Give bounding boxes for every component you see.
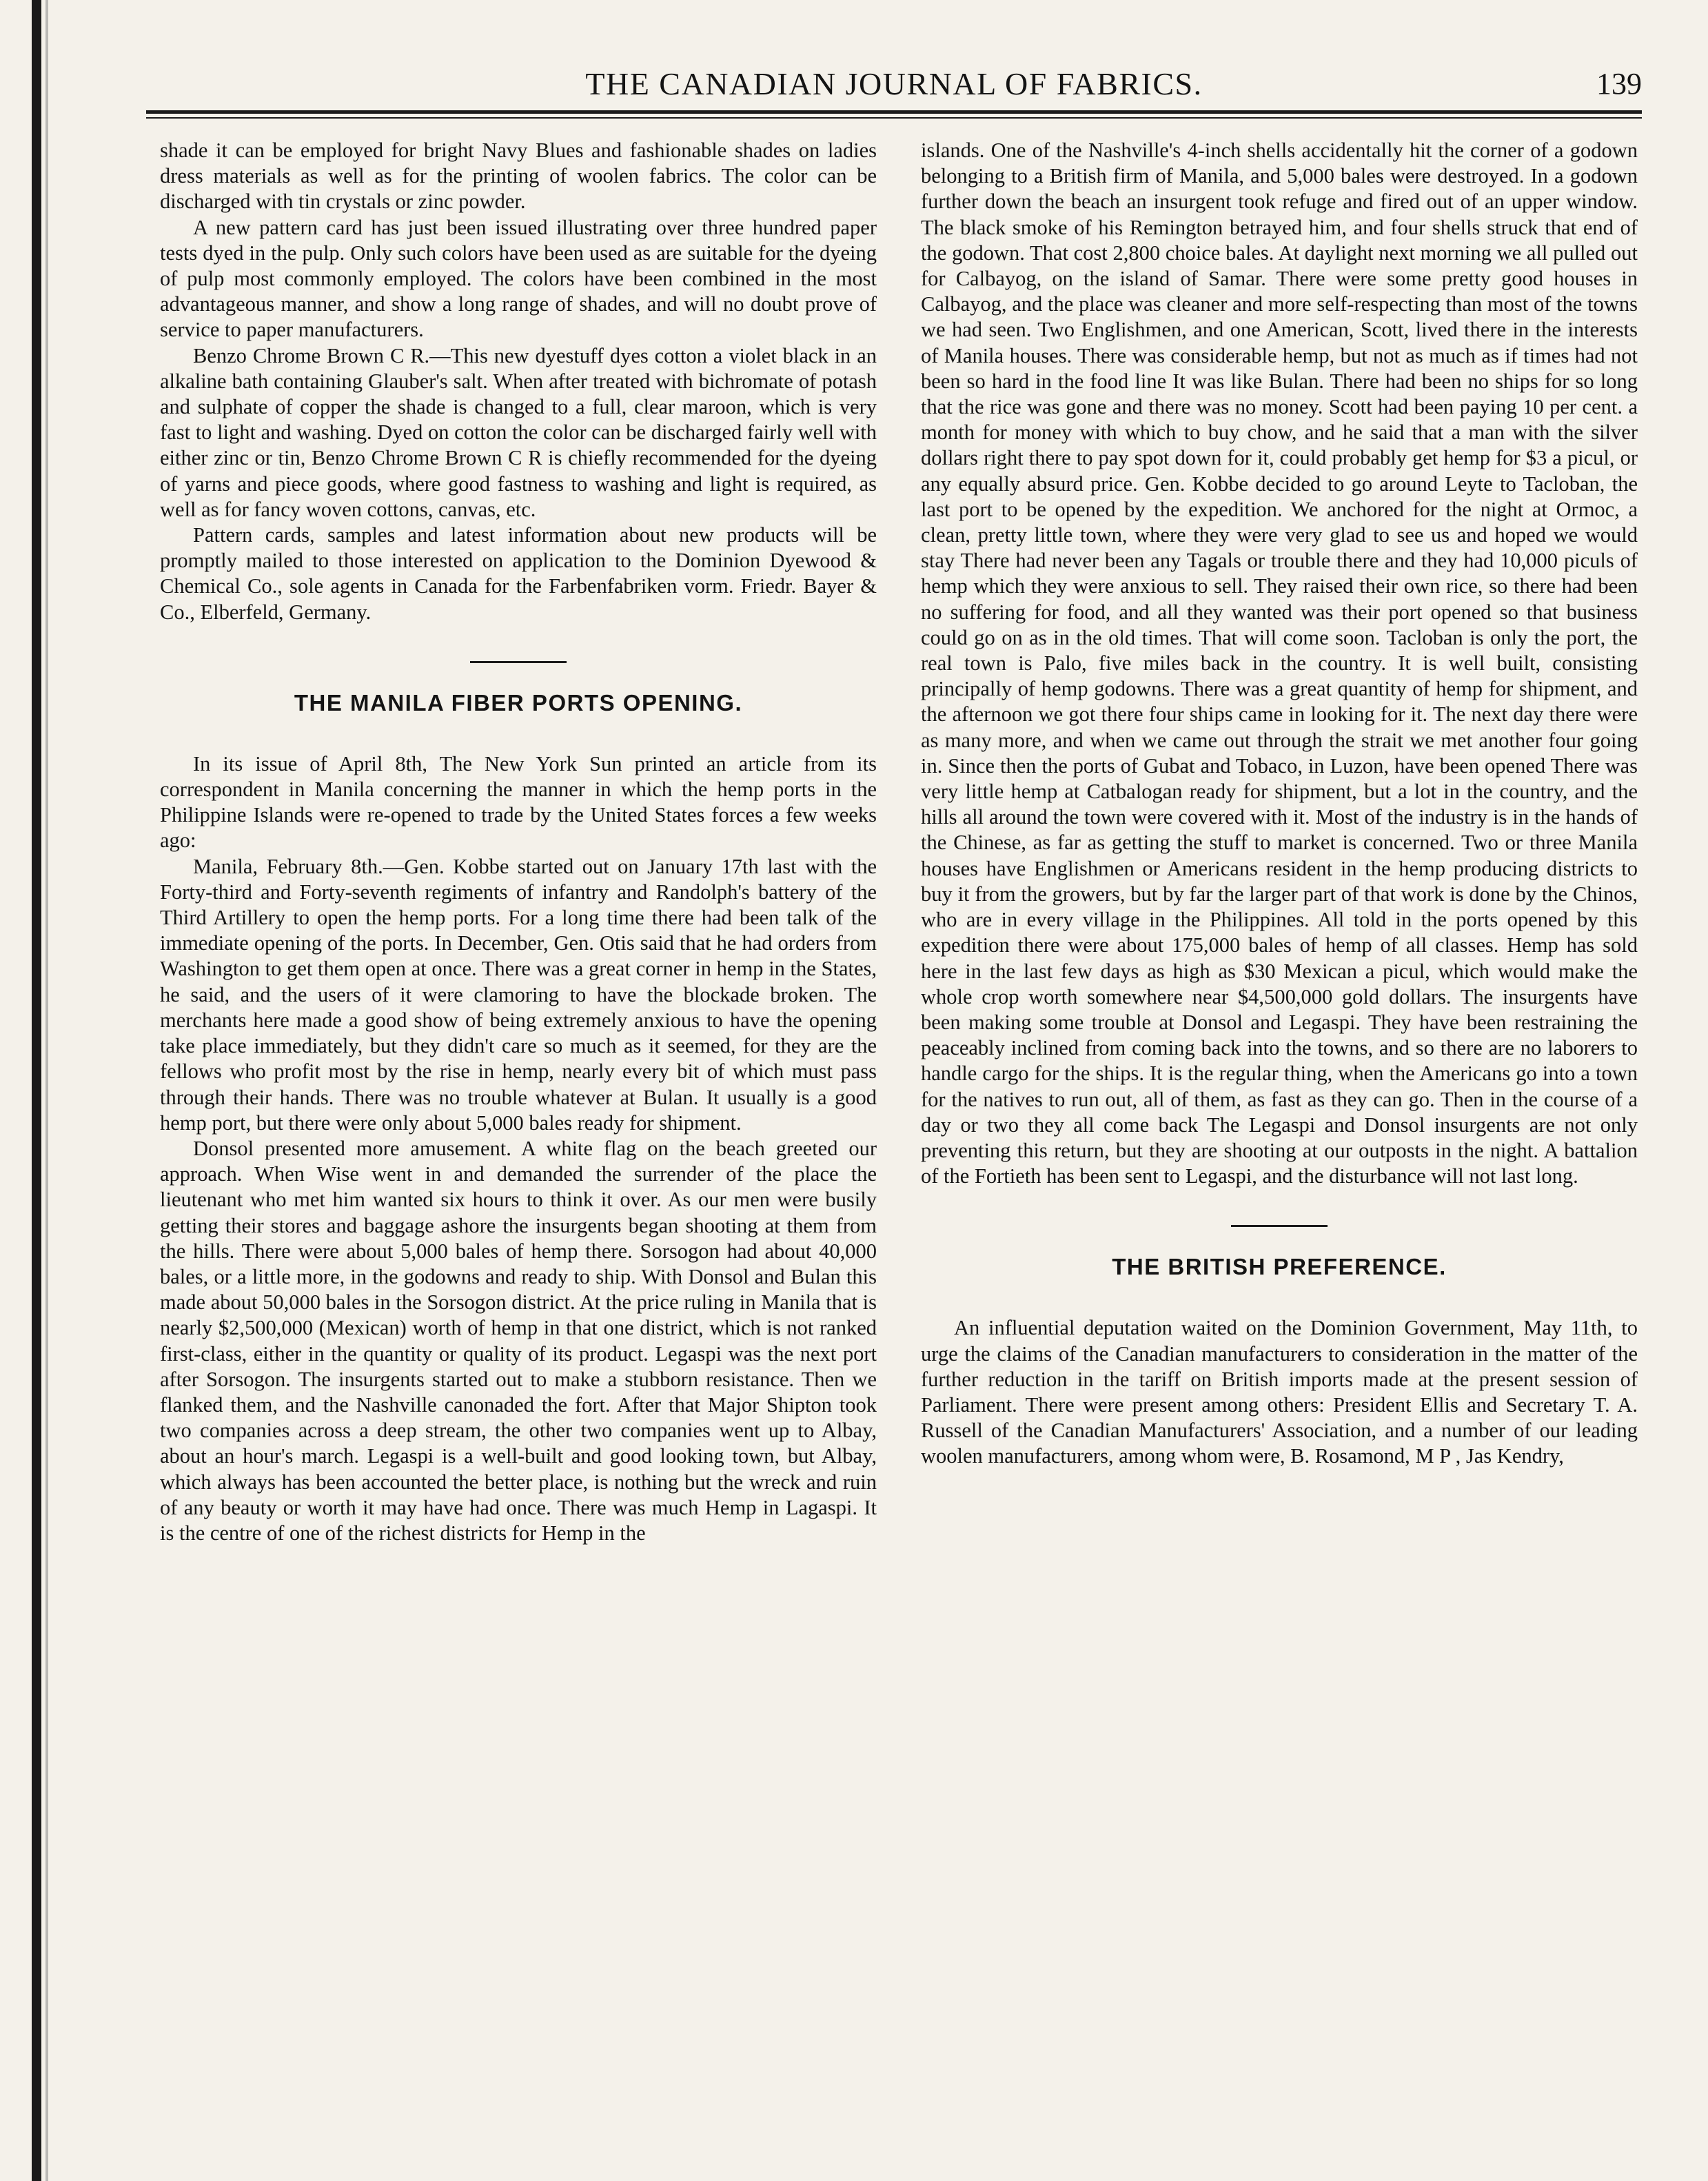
paragraph: islands. One of the Nashville's 4-inch shells accidentally hit the corner of a godown belonging to a British firm of Manila, and 5,000 bales were destroyed. In a godown further down the beach an insurgent took refuge and fired out of an upper window. The black smoke of his Remington betrayed him, and four shells struck that end of the godown. That cost 2,800 choice bales. At daylight next morning we all pulled out for Calbayog, on the island of Samar. There were some pretty good houses in Calbayog, and the place was cleaner and more self-respecting than most of the towns we had seen. Two Englishmen, and one American, Scott, lived there in the interests of Manila houses. There was considerable hemp, but not as much as if times had not been so hard in the food line It was like Bulan. There had been no ships for so long that the rice was gone and there was no money. Scott had been paying 10 per cent. a month for money with which to buy chow, and he said that a man with the silver dollars right there to pay spot down for it, could probably get hemp for $3 a picul, or any equally absurd price. Gen. Kobbe decided to go around Leyte to Tacloban, the last port to be opened by the expedition. We anchored for the night at Ormoc, a clean, pretty little town, where they were very glad to see us and hoped we would stay There had never been any Tagals or trouble there and they had 10,000 piculs of hemp which they were anxious to sell. They raised their own rice, so there had been no suffering for food, and all they wanted was their port opened so that business could go on as in the old times. That will come soon. Tacloban is only the port, the real town is Palo, five miles back in the country. It is well built, consisting principally of hemp godowns. There was a great quantity of hemp for shipment, and the afternoon we got there four ships came in looking for it. The next day there were as many more, and when we came out through the strait we met another four going in. Since then the ports of Gubat and Tobaco, in Luzon, have been opened There was very little hemp at Catbalogan ready for shipment, but a lot in the country, and the hills all around the town were covered with it. Most of the industry is in the hands of the Chinese, as far as getting the stuff to market is concerned. Two or three Manila houses have Englishmen or Americans resident in the hemp producing districts to buy it from the growers, but by far the larger part of that work is done by the Chinos, who are in every village in the Philippines. All told in the ports opened by this expedition there were about 175,000 bales of hemp of all classes. Hemp has sold here in the last few days as high as $30 Mexican a picul, which would make the whole crop worth somewhere near $4,500,000 gold dollars. The insurgents have been making some trouble at Donsol and Legaspi. They have been restraining the peaceably inclined from coming back into the towns, and so there are no laborers to handle cargo for the ships. It is the regular thing, when the Americans go into a town for the natives to run out, all of them, as fast as they can go. Then in the course of a day or two they all come back The Legaspi and Donsol insurgents are not only preventing this return, but they are shooting at our outposts in the night. A battalion of the Fortieth has been sent to Legaspi, and the disturbance will not last long. xyxy=(921,139,1638,1188)
paragraph: Manila, February 8th.—Gen. Kobbe started out on January 17th last with the Forty-third and Forty-seventh regiments of infantry and Randolph's battery of the Third Artillery to open the hemp ports. For a long time there had been talk of the immediate opening of the ports. In December, Gen. Otis said that he had orders from Washington to get them open at once. There was a great corner in hemp in the States, he said, and the users of it were clamoring to have the blockade broken. The merchants here made a good show of being extremely anxious to have the opening take place immediately, but they didn't care so much as it seemed, for they are the fellows who profit most by the rise in hemp, nearly every bit of which must pass through their hands. There was no trouble whatever at Bulan. It usually is a good hemp port, but there were only about 5,000 bales ready for shipment. xyxy=(160,854,877,1135)
right-column xyxy=(921,138,1638,2158)
paragraph: Benzo Chrome Brown C R.—This new dyestuff dyes cotton a violet black in an alkaline bath containing Glauber's salt. When after treated with bichromate of potash and sulphate of copper the shade is changed to a full, clear maroon, which is very fast to light and washing. Dyed on cotton the color can be discharged fairly well with either zinc or tin, Benzo Chrome Brown C R is chiefly recommended for the dyeing of yarns and piece goods, where good fastness to washing and light is required, as well as for fancy woven cottons, canvas, etc. xyxy=(160,343,877,521)
header-rule-thick xyxy=(146,110,1642,114)
header-rule-thin xyxy=(146,117,1642,119)
page-binding-edge xyxy=(32,0,41,2181)
paragraph: Donsol presented more amusement. A white flag on the beach greeted our approach. When Wise went in and demanded the surrender of the place the lieutenant who met him wanted six hours to think it over. As our men were busily getting their stores and baggage ashore the insurgents began shooting at them from the hills. There were about 5,000 bales of hemp there. Sorsogon had about 40,000 bales, or a little more, in the godowns and ready to ship. With Donsol and Bulan this made about 50,000 bales in the Sorsogon district. At the price ruling in Manila that is nearly $2,500,000 (Mexican) worth of hemp in that one district, which is not ranked first-class, either in the quantity or quality of its product. Legaspi was the next port after Sorsogon. The insurgents started out to make a stubborn resistance. Then we flanked them, and the Nashville canonaded the fort. After that Major Shipton took two companies across a deep stream, the other two companies went up to Albay, about an hour's march. Legaspi is a well-built and good looking town, but Albay, which always has been accounted the better place, is nothing but the wreck and ruin of any beauty or worth it may have had once. There was much Hemp in Lagaspi. It is the centre of one of the richest districts for Hemp in the xyxy=(160,1136,877,1545)
section-divider xyxy=(1231,1225,1328,1227)
page-number: 139 xyxy=(1596,67,1642,101)
paragraph: In its issue of April 8th, The New York Sun printed an article from its correspondent in Manila concerning the manner in which the hemp ports in the Philippine Islands were re-opened to trade by the United States forces a few weeks ago: xyxy=(160,751,877,853)
paragraph: shade it can be employed for bright Navy Blues and fashionable shades on ladies dress materials as well as for the printing of woolen fabrics. The color can be discharged with tin crystals or zinc powder. xyxy=(160,139,877,214)
section-title-british: THE BRITISH PREFERENCE. xyxy=(1112,1254,1447,1280)
paragraph: An influential deputation waited on the Dominion Government, May 11th, to urge the claims of the Canadian manufacturers to consideration in the matter of the further reduction in the tariff on British imports made at the present session of Parliament. There were present among others: President Ellis and Secretary T. A. Russell of the Canadian Manufacturers' Association, and a number of our leading woolen manufacturers, among whom were, B. Rosamond, M P , Jas Kendry, xyxy=(921,1316,1638,1468)
paragraph: A new pattern card has just been issued illustrating over three hundred paper tests dyed in the pulp. Only such colors have been used as are suitable for the dyeing of pulp most commonly employed. The colors have been combined in the most advantageous manner, and show a long range of shades, and will no doubt prove of service to paper manufacturers. xyxy=(160,215,877,342)
section-divider xyxy=(470,661,567,663)
page-header xyxy=(146,63,1642,105)
section-title-manila: THE MANILA FIBER PORTS OPENING. xyxy=(294,689,743,716)
paragraph: Pattern cards, samples and latest information about new products will be promptly mailed to those interested on application to the Dominion Dyewood & Chemical Co., sole agents in Canada for the Farbenfabriken vorm. Friedr. Bayer & Co., Elberfeld, Germany. xyxy=(160,523,877,624)
left-column xyxy=(160,138,877,2158)
journal-title: THE CANADIAN JOURNAL OF FABRICS. xyxy=(585,66,1203,101)
